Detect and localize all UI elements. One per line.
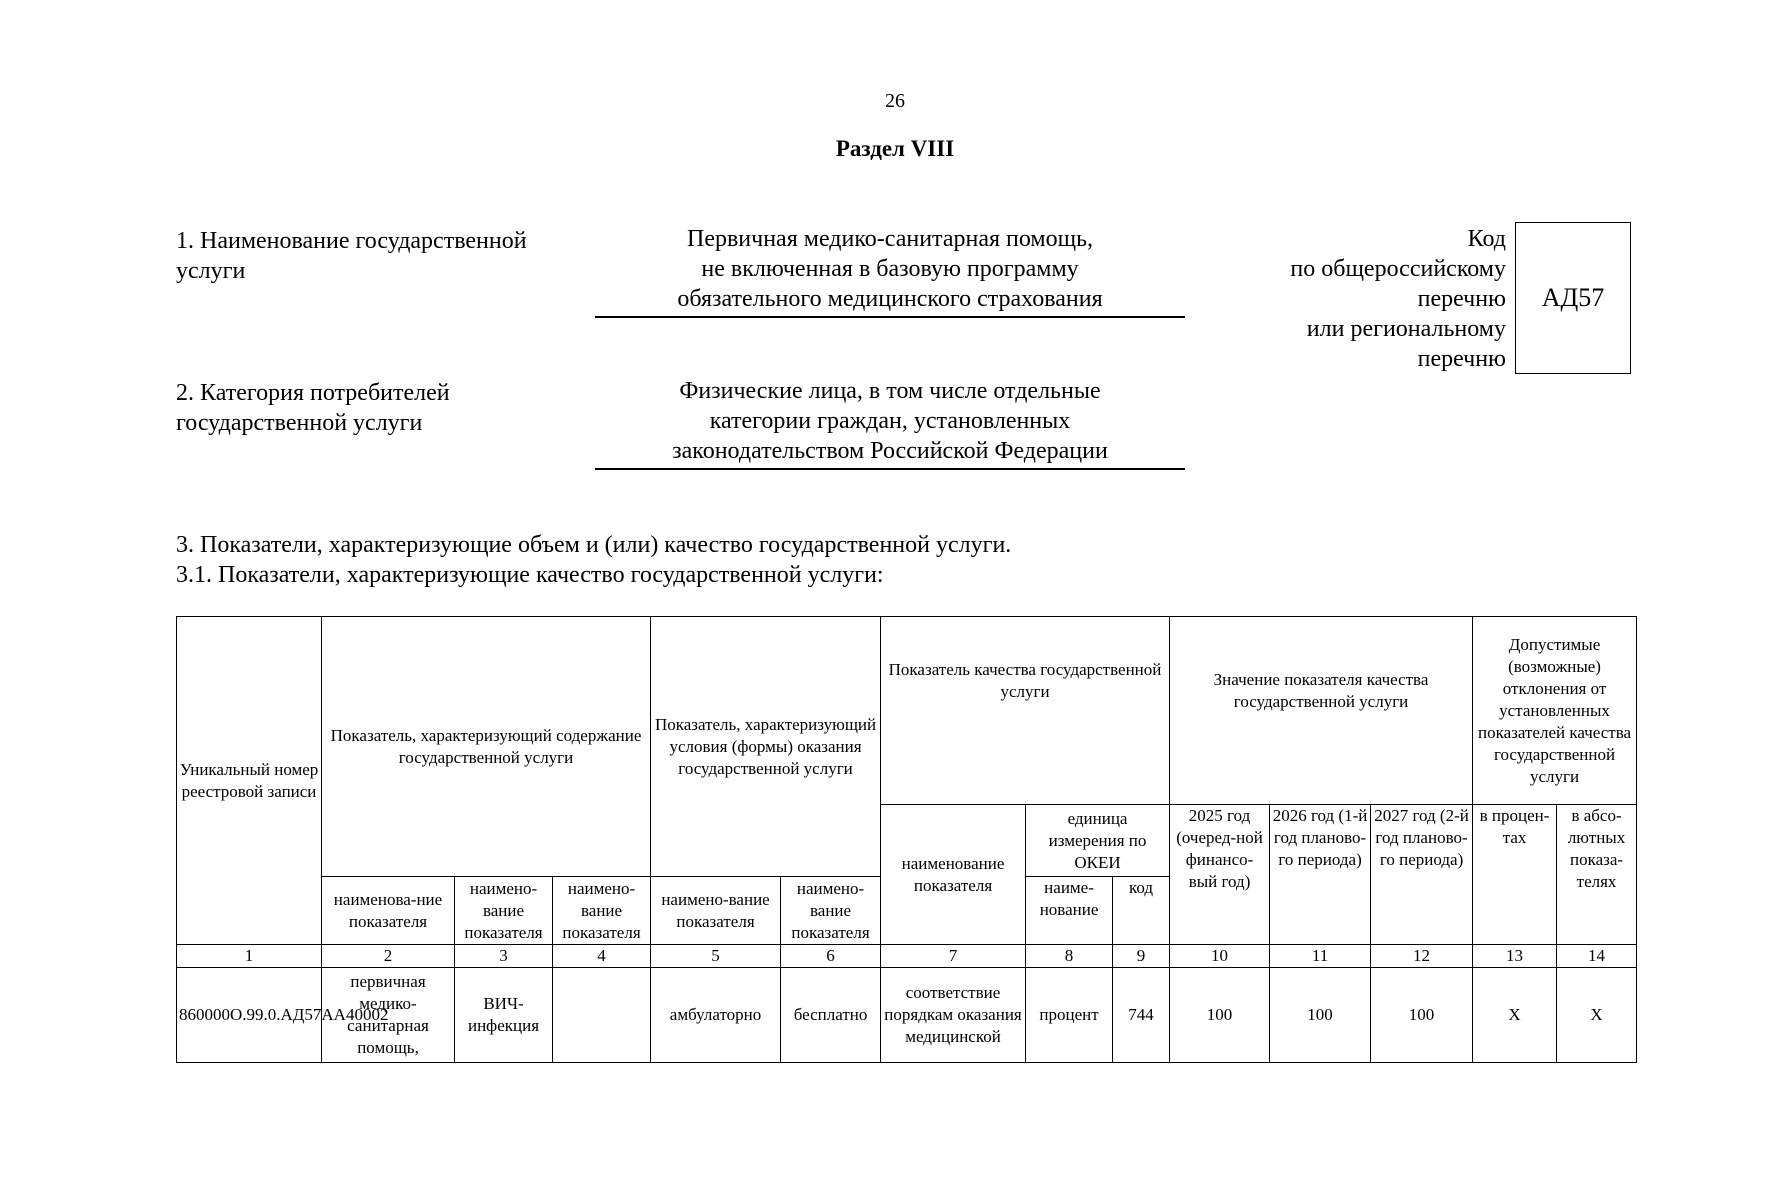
cell-condition-1: амбулаторно: [651, 968, 781, 1063]
item31-heading: 3.1. Показатели, характеризующие качество государственной услуги:: [176, 562, 884, 588]
cell-unit-name: процент: [1026, 968, 1113, 1063]
header-col5: наимено-вание показателя: [651, 877, 781, 945]
page-number: 26: [885, 90, 905, 112]
item2-value-line: законодательством Российской Федерации: [672, 438, 1108, 464]
header-unit-name: наиме-нование: [1026, 877, 1113, 945]
col-number: 9: [1113, 945, 1170, 968]
cell-value-2026: 100: [1270, 968, 1371, 1063]
header-deviation: Допустимые (возможные) отклонения от установленных показателей качества государственной услуги: [1473, 617, 1637, 805]
header-col2: наименова-ние показателя: [322, 877, 455, 945]
col-number: 4: [553, 945, 651, 968]
header-quality-indicator: Показатель качества государственной услуги: [881, 617, 1170, 805]
code-label-line: или региональному: [1306, 316, 1506, 342]
header-percent: в процен-тах: [1473, 805, 1557, 945]
header-conditions-indicator: Показатель, характеризующий условия (формы) оказания государственной услуги: [651, 617, 881, 877]
item1-value-line: Первичная медико-санитарная помощь,: [686, 226, 1094, 252]
cell-condition-2: бесплатно: [781, 968, 881, 1063]
code-label-line: перечню: [1417, 346, 1506, 372]
header-col4: наимено-вание показателя: [553, 877, 651, 945]
header-content-indicator: Показатель, характеризующий содержание государственной услуги: [322, 617, 651, 877]
header-absolute: в абсо-лютных показа-телях: [1557, 805, 1637, 945]
item1-value-line: не включенная в базовую программу: [701, 256, 1079, 282]
header-unique-number: Уникальный номер реестровой записи: [177, 617, 322, 945]
cell-value-2025: 100: [1170, 968, 1270, 1063]
code-value-box: [1515, 222, 1631, 374]
code-value: АД57: [1541, 283, 1605, 312]
item1-value-line: обязательного медицинского страхования: [677, 286, 1103, 312]
col-number: 6: [781, 945, 881, 968]
header-quality-name: наименование показателя: [881, 805, 1026, 945]
col-number: 13: [1473, 945, 1557, 968]
col-number: 3: [455, 945, 553, 968]
col-number: 7: [881, 945, 1026, 968]
col-number: 2: [322, 945, 455, 968]
item1-label: 1. Наименование государственной услуги: [176, 228, 527, 284]
code-label: [1220, 224, 1506, 374]
col-number: 14: [1557, 945, 1637, 968]
cell-unit-code: 744: [1113, 968, 1170, 1063]
cell-quality-name: соответствие порядкам оказания медицинской: [881, 968, 1026, 1063]
col-number: 11: [1270, 945, 1371, 968]
item2-value: [595, 376, 1185, 470]
col-number: 12: [1371, 945, 1473, 968]
header-col3: наимено-вание показателя: [455, 877, 553, 945]
header-col6: наимено-вание показателя: [781, 877, 881, 945]
item3-heading: 3. Показатели, характеризующие объем и (или) качество государственной услуги.: [176, 532, 1012, 558]
cell-deviation-percent: X: [1473, 968, 1557, 1063]
header-unit: единица измерения по ОКЕИ: [1026, 805, 1170, 877]
header-quality-value: Значение показателя качества государственной услуги: [1170, 617, 1473, 805]
col-number: 10: [1170, 945, 1270, 968]
item2-value-line: категории граждан, установленных: [709, 408, 1071, 434]
col-number: 8: [1026, 945, 1113, 968]
col-number: 1: [177, 945, 322, 968]
item1-value: [595, 224, 1185, 318]
header-2025: 2025 год (очеред-ной финансо-вый год): [1170, 805, 1270, 945]
cell-registry-number: 860000О.99.0.АД57АА40002: [177, 968, 322, 1063]
code-label-line: Код: [1467, 226, 1506, 252]
col-number: 5: [651, 945, 781, 968]
section-title: Раздел VIII: [835, 136, 955, 161]
cell-content-3: [553, 968, 651, 1063]
quality-indicators-table: [176, 616, 1637, 1063]
table-row: [177, 968, 1637, 1063]
item2-value-line: Физические лица, в том числе отдельные: [679, 378, 1101, 404]
code-label-line: по общероссийскому: [1290, 256, 1506, 282]
cell-deviation-absolute: X: [1557, 968, 1637, 1063]
cell-content-2: ВИЧ-инфекция: [455, 968, 553, 1063]
code-label-line: перечню: [1417, 286, 1506, 312]
cell-value-2027: 100: [1371, 968, 1473, 1063]
header-2027: 2027 год (2-й год планово-го периода): [1371, 805, 1473, 945]
header-unit-code: код: [1113, 877, 1170, 945]
header-2026: 2026 год (1-й год планово-го периода): [1270, 805, 1371, 945]
cell-content-1: первичная медико-санитарная помощь,: [322, 968, 455, 1063]
item2-label: 2. Категория потребителей государственной услуги: [176, 380, 450, 436]
